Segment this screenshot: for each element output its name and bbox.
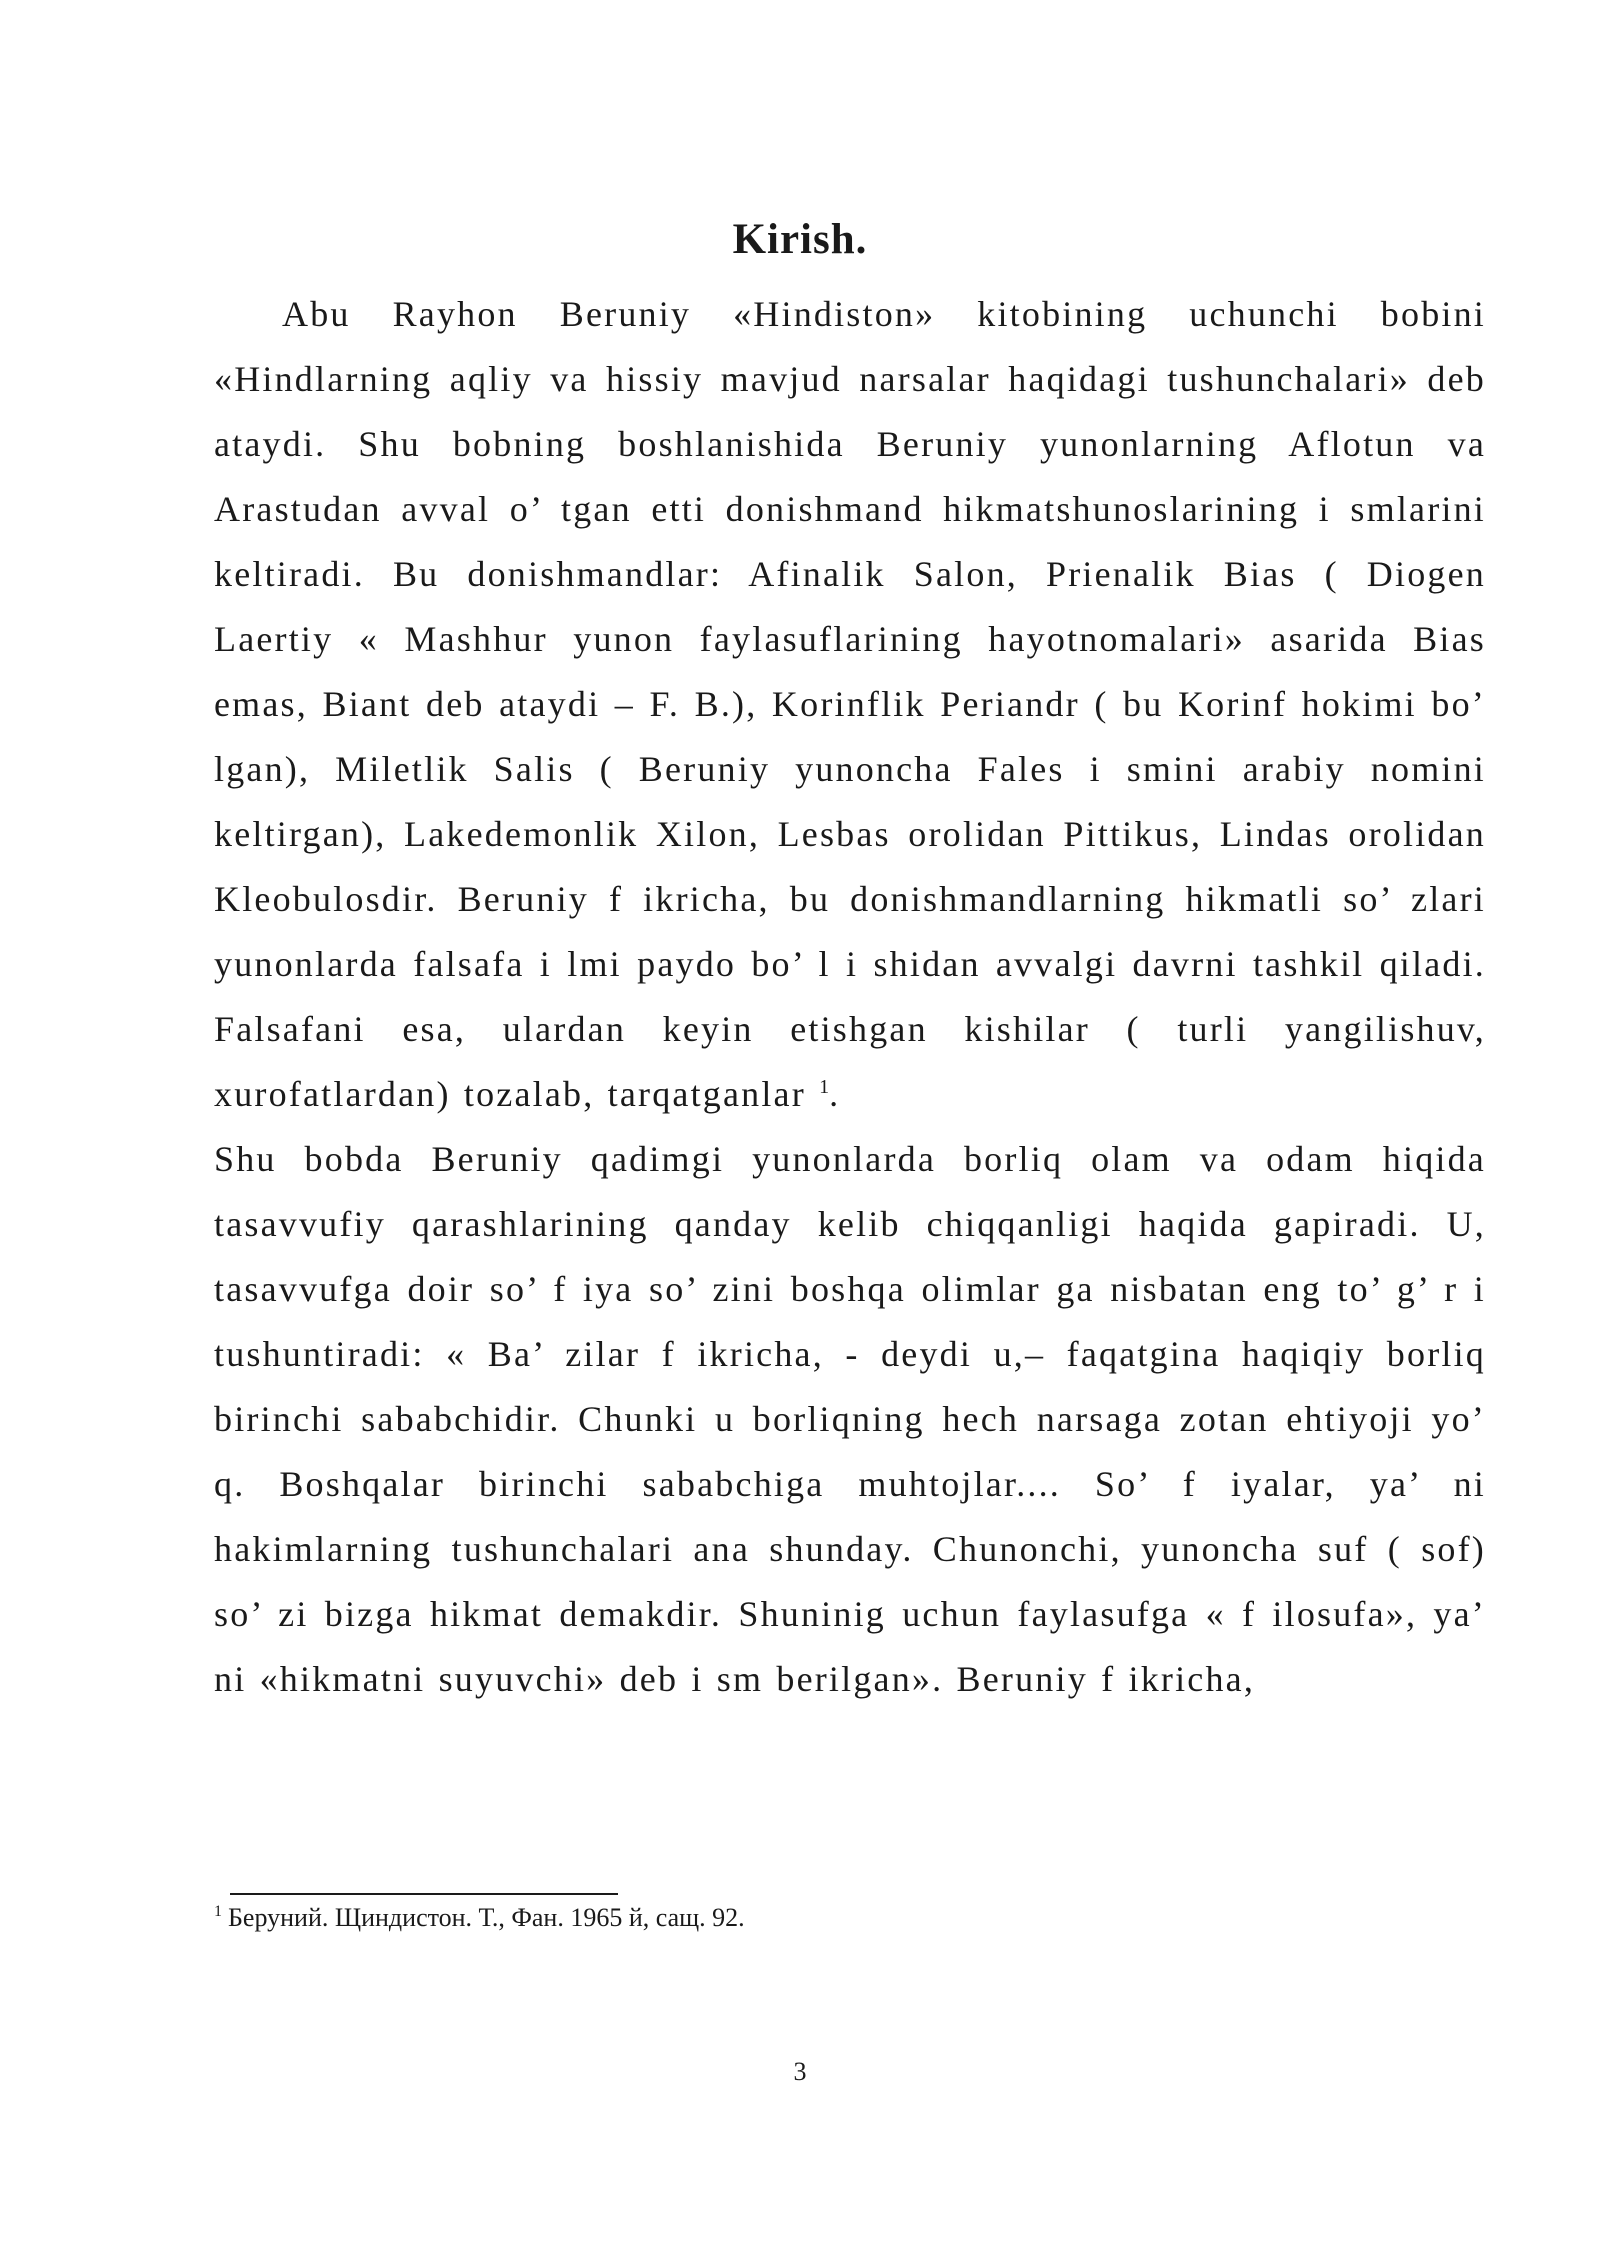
footnote-marker: 1 [214, 1903, 222, 1921]
document-title: Kirish. [732, 216, 868, 263]
footnote-separator [230, 1893, 618, 1895]
footnote [214, 1900, 1486, 1936]
paragraph-1-text: Abu Rayhon Beruniy «Hindiston» kitobining uchunchi bobini «Hindlarning aqliy va hissiy mavjud narsalar haqidagi tushunchalari» deb ataydi. Shu bobning boshlanishida Beruniy yunonlarning Aflotun va Arastudan avval o’ tgan etti donishmand hikmatshunoslarining i smlarini keltiradi. Bu donishmandlar: Afinalik Salon, Prienalik Bias ( Diogen Laertiy « Mashhur yunon faylasuflarining hayotnomalari» asarida Bias emas, Biant deb ataydi – F. B.), Korinflik Periandr ( bu Korinf hokimi bo’ lgan), Miletlik Salis ( Beruniy yunoncha Fales i smini arabiy nomini keltirgan), Lakedemonlik Xilon, Lesbas orolidan Pittikus, Lindas orolidan Kleobulosdir. Beruniy f ikricha, bu donishmandlarning hikmatli so’ zlari yunonlarda falsafa i lmi paydo bo’ l i shidan avvalgi davrni tashkil qiladi. Falsafani esa, ulardan keyin etishgan kishilar ( turli yangilishuv, xurofatlardan) tozalab, tarqatganlar [214, 294, 1486, 1114]
body-text [214, 282, 1486, 1712]
paragraph-1-end: . [829, 1074, 841, 1114]
paragraph-2: Shu bobda Beruniy qadimgi yunonlarda borliq olam va odam hiqida tasavvufiy qarashlarining qanday kelib chiqqanligi haqida gapiradi. U, tasavvufga doir so’ f iya so’ zini boshqa olimlar ga nisbatan eng to’ g’ r i tushuntiradi: « Ba’ zilar f ikricha, - deydi u,– faqatgina haqiqiy borliq birinchi sababchidir. Chunki u borliqning hech narsaga zotan ehtiyoji yo’ q. Boshqalar birinchi sababchiga muhtojlar.... So’ f iyalar, ya’ ni hakimlarning tushunchalari ana shunday. Chunonchi, yunoncha suf ( sof) so’ zi bizga hikmat demakdir. Shuninig uchun faylasufga « f ilosufa», ya’ ni «hikmatni suyuvchi» deb i sm berilgan». Beruniy f ikricha, [214, 1139, 1486, 1699]
footnote-reference[interactable]: 1 [819, 1076, 830, 1098]
paragraph-1 [214, 282, 1486, 1127]
page-number: 3 [793, 2057, 807, 2086]
footnote-text: Беруний. Щиндистон. Т., Фан. 1965 й, сащ. 92. [228, 1903, 745, 1932]
